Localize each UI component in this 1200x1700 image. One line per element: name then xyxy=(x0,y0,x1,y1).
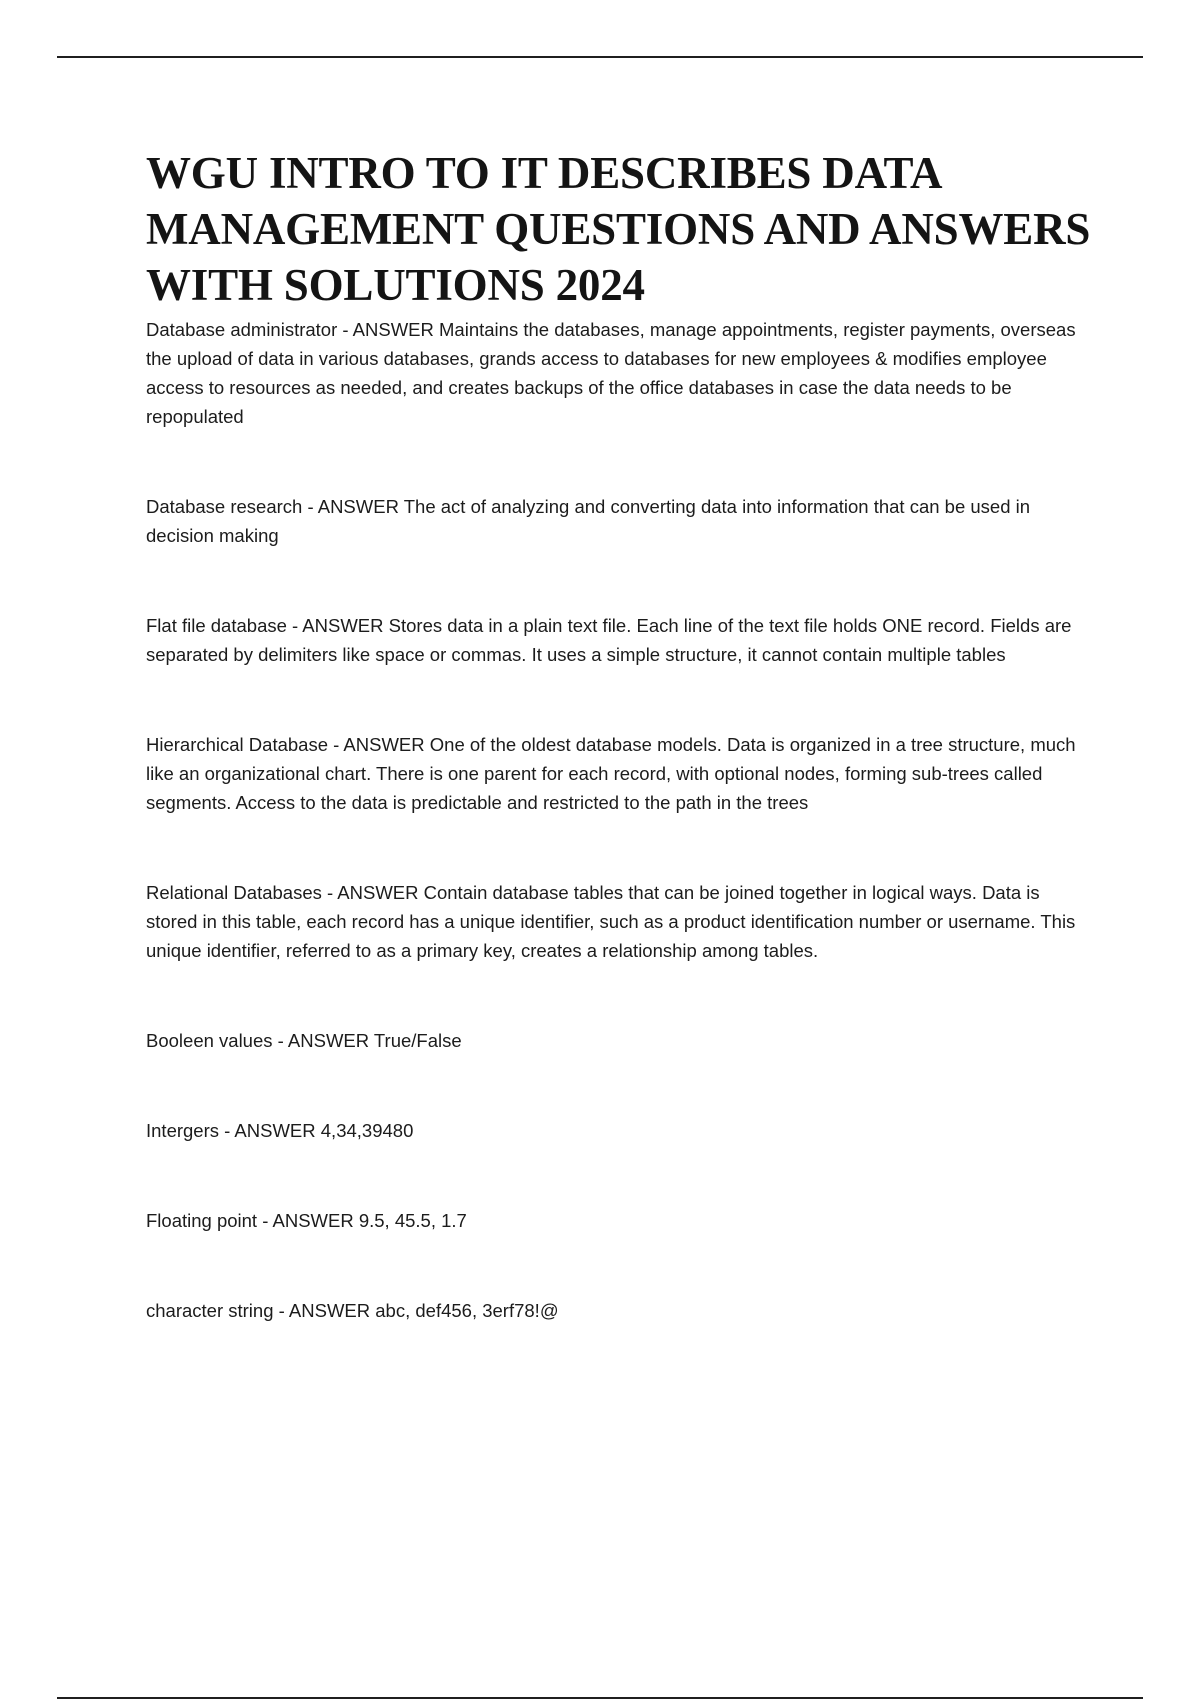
qa-entry: character string - ANSWER abc, def456, 3erf78!@ xyxy=(146,1300,559,1321)
document-title: WGU INTRO TO IT DESCRIBES DATA MANAGEMENT QUESTIONS AND ANSWERS WITH SOLUTIONS 2024 xyxy=(146,148,1091,310)
qa-entry: Hierarchical Database - ANSWER One of the oldest database models. Data is organized in a tree structure, much like an organizational chart. There is one parent for each record, with optional nodes, forming sub-trees called segments. Access to the data is predictable and restricted to the path in the trees xyxy=(146,734,1076,813)
qa-entry: Relational Databases - ANSWER Contain database tables that can be joined together in logical ways. Data is stored in this table, each record has a unique identifier, such as a product identification number or username. This unique identifier, referred to as a primary key, creates a relationship among tables. xyxy=(146,882,1076,961)
qa-entry: Flat file database - ANSWER Stores data in a plain text file. Each line of the text file holds ONE record. Fields are separated by delimiters like space or commas. It uses a simple structure, it cannot contain multiple tables xyxy=(146,615,1072,665)
qa-entry: Booleen values - ANSWER True/False xyxy=(146,1030,462,1051)
qa-entry: Database research - ANSWER The act of analyzing and converting data into information that can be used in decision making xyxy=(146,496,1031,546)
qa-entry: Floating point - ANSWER 9.5, 45.5, 1.7 xyxy=(146,1210,467,1231)
top-divider xyxy=(57,56,1143,58)
document-body xyxy=(146,145,1096,1325)
qa-entry: Intergers - ANSWER 4,34,39480 xyxy=(146,1120,414,1141)
qa-list xyxy=(146,315,1096,1325)
qa-entry: Database administrator - ANSWER Maintains the databases, manage appointments, register payments, overseas the upload of data in various databases, grands access to databases for new employees & modifies employee access to resources as needed, and creates backups of the office databases in case the data needs to be repopulated xyxy=(146,319,1076,427)
bottom-divider xyxy=(57,1697,1143,1699)
